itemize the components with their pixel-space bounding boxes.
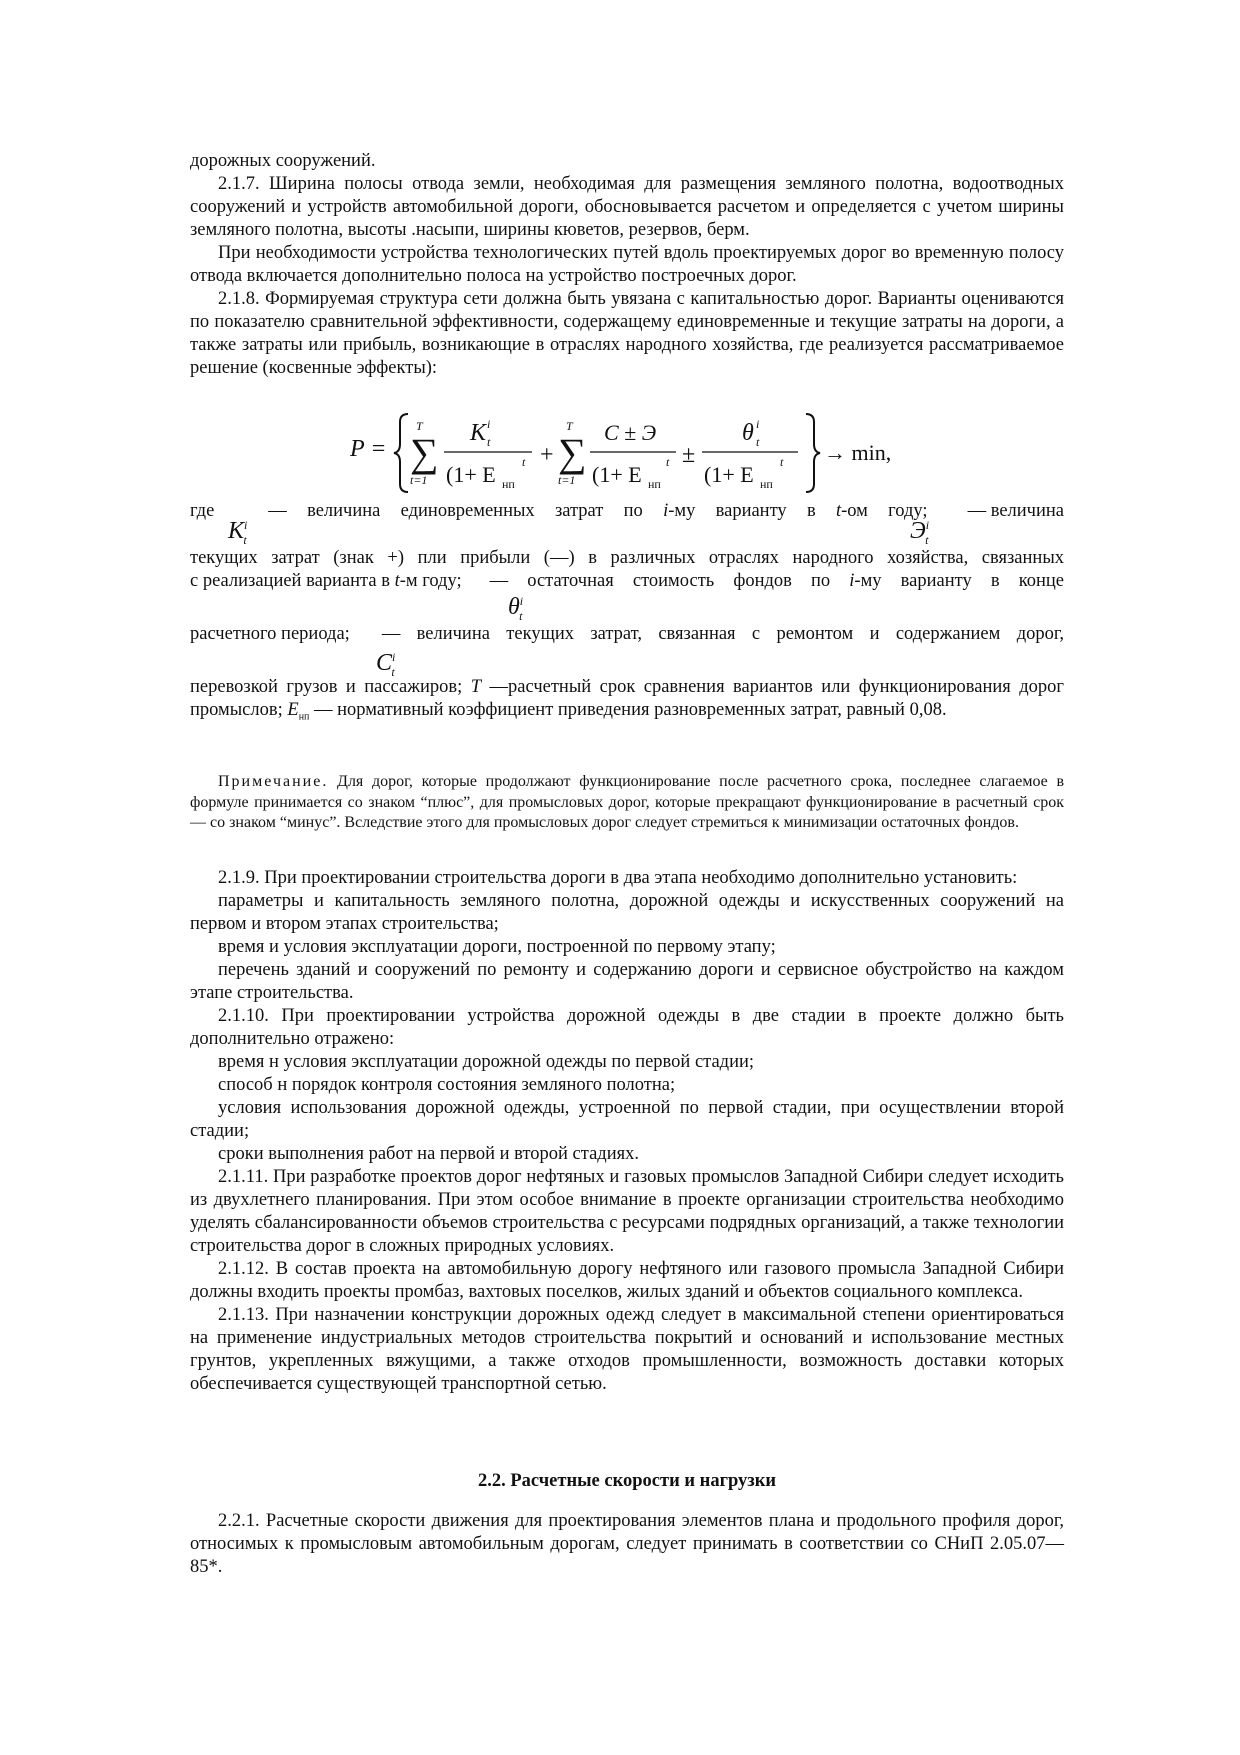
note-text: Для дорог, которые продолжают функционирование после расчетного срока, последнее слагаемое в формуле принимается со знаком “плюс”, для промысловых дорог, которые прекращают функционирование в расчетный срок — со знаком “минус”. Вследствие этого для промысловых дорог следует стремиться к минимизации остаточных фондов.: [190, 773, 1065, 831]
svg-text:t: t: [780, 455, 784, 469]
paragraph-2-1-12: 2.1.12. В состав проекта на автомобильную дорогу нефтяного или газового промысла Западной Сибири должны входить проекты промбаз, вахтовых поселков, жилых зданий и объектов социального комплекса.: [190, 1259, 1064, 1302]
explanation-line-3: с реализацией варианта в t-м году; — остаточная стоимость фондов по i-му варианту в конце: [190, 571, 1065, 591]
term2-denominator: (1+ E: [592, 462, 642, 487]
svg-text:нп: нп: [502, 477, 515, 491]
list-item: время и условия эксплуатации дороги, построенной по первому этапу;: [218, 937, 776, 957]
intro-section: [190, 150, 1064, 380]
paragraph-2-1-7-b: При необходимости устройства технологических путей вдоль проектируемых дорог во временную полосу отвода включается дополнительно полоса на устройство построечных дорог.: [190, 243, 1064, 286]
term1-denominator: (1+ E: [446, 462, 496, 487]
paragraph-2-1-7: 2.1.7. Ширина полосы отвода земли, необходимая для размещения земляного полотна, водоотводных сооружений и устройств автомобильной дороги, обосновывается расчетом и определяется с учетом ширины земляного полотна, высоты .насыпи, ширины кюветов, резервов, берм.: [190, 174, 1064, 240]
term3-denominator: (1+ E: [704, 462, 754, 487]
svg-text:t: t: [666, 455, 670, 469]
svg-text:i: i: [756, 417, 760, 431]
term3-numerator: θ: [742, 420, 754, 446]
paragraph-2-1-13: 2.1.13. При назначении конструкции дорожных одежд следует в максимальной степени ориентироваться на применение индустриальных методов строительства покрытий и оснований и использование местных грунтов, укрепленных вяжущими, а также отходов промышленности, возможность доставки которых обеспечивается существующей транспортной сетью.: [190, 1305, 1064, 1394]
symbol-K-t-i: $K^i_t$: [228, 518, 248, 547]
paragraph-2-1-11: 2.1.11. При разработке проектов дорог нефтяных и газовых промыслов Западной Сибири следует исходить из двухлетнего планирования. При этом особое внимание в проекте организации строительства необходимо уделять сбалансированности объемов строительства с ресурсами подрядных организаций, а также технологии строительства дорог в сложных природных условиях.: [190, 1167, 1064, 1256]
sum1-lower: t=1: [410, 473, 428, 487]
paragraph-2-1-9: 2.1.9. При проектировании строительства дороги в два этапа необходимо дополнительно установить:: [218, 868, 1018, 888]
explanation-line-5: перевозкой грузов и пассажиров; T —расчетный срок сравнения вариантов или функционирования дорог промыслов; $E_{нп}$ — нормативный коэффициент приведения разновременных затрат, равный 0,08.: [190, 677, 1065, 723]
paragraph-2-1-8: 2.1.8. Формируемая структура сети должна быть увязана с капитальностью дорог. Варианты оцениваются по показателю сравнительной эффективности, содержащему единовременные и текущие затраты на дороги, а также затраты или прибыль, возникающие в отраслях народного хозяйства, где реализуется рассматриваемое решение (косвенные эффекты):: [190, 289, 1064, 378]
sum2-sigma: ∑: [558, 430, 587, 475]
explanation-line-4: расчетного периода; — величина текущих затрат, связанная с ремонтом и содержанием дорог,: [190, 624, 1064, 644]
symbol-C-t-i: $C^i_t$: [376, 650, 396, 679]
formula-plus: +: [540, 442, 554, 468]
formula-rhs: → min,: [824, 440, 892, 465]
right-brace: [806, 414, 820, 492]
explanation-section: [190, 500, 1064, 729]
svg-text:t: t: [487, 435, 491, 449]
svg-text:t: t: [756, 435, 760, 449]
svg-text:нп: нп: [648, 477, 661, 491]
list-item: условия использования дорожной одежды, устроенной по первой стадии, при осуществлении второй стадии;: [190, 1098, 1064, 1141]
note-label: Примечание.: [218, 773, 329, 790]
list-item: способ н порядок контроля состояния земляного полотна;: [218, 1075, 676, 1095]
formula-plus-minus: ±: [682, 442, 696, 468]
list-item: перечень зданий и сооружений по ремонту и содержанию дороги и сервисное обустройство на каждом этапе строительства.: [190, 960, 1064, 1003]
section-2-2-body: [190, 1510, 1064, 1579]
section-heading: 2.2. Расчетные скорости и нагрузки: [477, 1471, 777, 1491]
list-item: время н условия эксплуатации дорожной одежды по первой стадии;: [218, 1052, 755, 1072]
svg-text:i: i: [487, 417, 491, 431]
sum1-upper: T: [416, 419, 423, 433]
left-brace: [394, 414, 408, 492]
symbol-theta-t-i: $\theta^i_t$: [508, 594, 524, 623]
svg-text:t: t: [522, 455, 526, 469]
explanation-line-2: текущих затрат (знак +) пли прибыли (—) в различных отраслях народного хозяйства, связанных: [190, 548, 1064, 568]
paragraph-continuation: дорожных сооружений.: [190, 151, 376, 171]
symbol-E-t-i: $Э^i_t$: [910, 518, 930, 547]
sum1-sigma: ∑: [410, 430, 439, 475]
svg-text:t=1: t=1: [558, 473, 576, 487]
paragraph-2-1-10: 2.1.10. При проектировании устройства дорожной одежды в две стадии в проекте должно быть дополнительно отражено:: [190, 1006, 1064, 1049]
svg-text:T: T: [566, 419, 573, 433]
list-item: сроки выполнения работ на первой и второй стадиях.: [218, 1144, 639, 1164]
main-body: [190, 867, 1064, 1396]
list-item: параметры и капитальность земляного полотна, дорожной одежды и искусственных сооружений на первом и втором этапах строительства;: [190, 891, 1064, 934]
svg-text:нп: нп: [760, 477, 773, 491]
paragraph-2-2-1: 2.2.1. Расчетные скорости движения для проектирования элементов плана и продольного профиля дорог, относимых к промысловым автомобильным дорогам, следует принимать в соответствии со СНиП 2.05.07—85*.: [190, 1511, 1064, 1577]
formula-lhs: P =: [350, 436, 387, 462]
efficiency-formula: [350, 406, 910, 500]
term1-numerator: K: [470, 420, 487, 446]
note-paragraph: [190, 772, 1064, 834]
term2-numerator: C ± Э: [604, 420, 657, 445]
explanation-line-1: где — величина единовременных затрат по i-му варианту в t-ом году; — величина: [190, 501, 1064, 521]
